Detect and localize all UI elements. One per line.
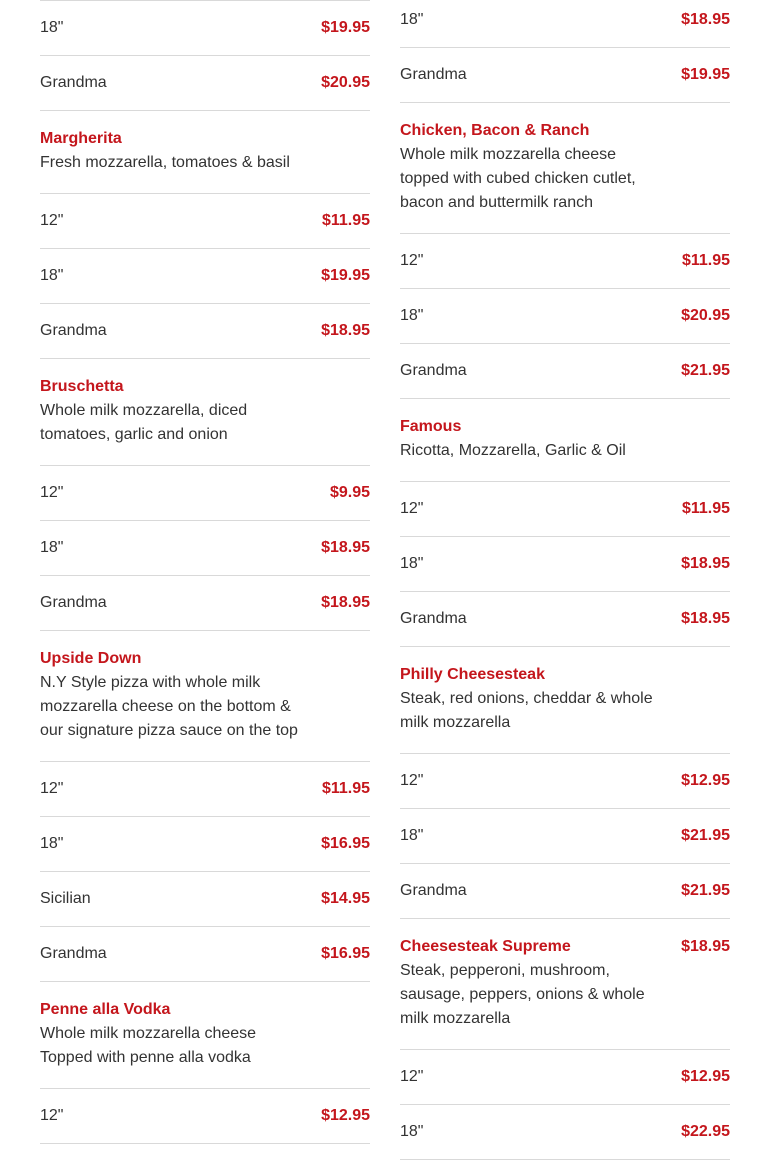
price-label: $19.95 xyxy=(681,66,730,83)
item-description: Fresh mozzarella, tomatoes & basil xyxy=(40,154,290,171)
item-title: Margherita xyxy=(40,130,122,147)
size-label: Grandma xyxy=(40,74,107,91)
item-title: Cheesesteak Supreme xyxy=(400,938,571,955)
price-label: $16.95 xyxy=(321,835,370,852)
size-label: 12" xyxy=(40,1107,64,1124)
menu-item-bruschetta[interactable] xyxy=(40,359,370,466)
price-row[interactable] xyxy=(40,817,370,872)
item-description: Ricotta, Mozzarella, Garlic & Oil xyxy=(400,442,626,459)
price-label: $12.95 xyxy=(681,1068,730,1085)
size-label: Grandma xyxy=(400,610,467,627)
price-row[interactable] xyxy=(400,344,730,399)
size-label: Grandma xyxy=(400,362,467,379)
price-row[interactable] xyxy=(400,537,730,592)
item-title: Famous xyxy=(400,418,462,435)
price-row[interactable] xyxy=(40,466,370,521)
item-description: Whole milk mozzarella, diced tomatoes, garlic and onion xyxy=(40,402,248,443)
price-row[interactable] xyxy=(40,762,370,817)
size-label: 12" xyxy=(40,780,64,797)
item-title: Bruschetta xyxy=(40,378,124,395)
item-description: Steak, red onions, cheddar & whole milk mozzarella xyxy=(400,690,653,731)
price-label: $20.95 xyxy=(681,307,730,324)
price-label: $12.95 xyxy=(321,1107,370,1124)
price-row[interactable] xyxy=(400,1050,730,1105)
size-label: Grandma xyxy=(400,882,467,899)
price-label: $18.95 xyxy=(681,555,730,572)
size-label: 12" xyxy=(400,772,424,789)
price-label: $11.95 xyxy=(681,252,730,269)
price-label: $18.95 xyxy=(321,594,370,611)
price-label: $22.95 xyxy=(681,1123,730,1140)
price-row[interactable] xyxy=(400,0,730,48)
size-label: 18" xyxy=(40,539,64,556)
price-row[interactable] xyxy=(40,249,370,304)
price-row[interactable] xyxy=(40,1089,370,1144)
item-description: Whole milk mozzarella cheese topped with cubed chicken cutlet, bacon and buttermilk ranch xyxy=(400,146,636,211)
menu-column-right xyxy=(400,0,730,1160)
price-row[interactable] xyxy=(40,56,370,111)
size-label: Grandma xyxy=(40,322,107,339)
size-label: 12" xyxy=(400,252,424,269)
size-label: Grandma xyxy=(400,66,467,83)
price-label: $16.95 xyxy=(321,945,370,962)
size-label: 12" xyxy=(400,500,424,517)
price-row[interactable] xyxy=(400,482,730,537)
price-label: $21.95 xyxy=(681,882,730,899)
size-label: 18" xyxy=(400,827,424,844)
size-label: 12" xyxy=(40,212,64,229)
size-label: Grandma xyxy=(40,945,107,962)
price-row[interactable] xyxy=(40,304,370,359)
price-row[interactable] xyxy=(400,289,730,344)
price-label: $18.95 xyxy=(321,322,370,339)
size-label: Sicilian xyxy=(40,890,91,907)
menu-item-margherita[interactable] xyxy=(40,111,370,194)
price-row[interactable] xyxy=(40,1,370,56)
size-label: 12" xyxy=(40,484,64,501)
menu-item-philly-cheesesteak[interactable] xyxy=(400,647,730,754)
item-title: Chicken, Bacon & Ranch xyxy=(400,122,590,139)
price-label: $21.95 xyxy=(681,362,730,379)
menu-item-penne-alla-vodka[interactable] xyxy=(40,982,370,1089)
price-label: $21.95 xyxy=(681,827,730,844)
price-row[interactable] xyxy=(40,872,370,927)
price-label: $19.95 xyxy=(321,19,370,36)
item-title: Philly Cheesesteak xyxy=(400,666,545,683)
price-row[interactable] xyxy=(40,927,370,982)
item-description: N.Y Style pizza with whole milk mozzarella cheese on the bottom & our signature pizza sauce on the top xyxy=(40,674,298,739)
item-title: Penne alla Vodka xyxy=(40,1001,171,1018)
price-label: $18.95 xyxy=(321,539,370,556)
price-row[interactable] xyxy=(40,521,370,576)
price-label: $12.95 xyxy=(681,772,730,789)
size-label: 12" xyxy=(400,1068,424,1085)
size-label: 18" xyxy=(400,555,424,572)
price-label: $18.95 xyxy=(681,610,730,627)
price-row[interactable] xyxy=(40,576,370,631)
price-label: $9.95 xyxy=(329,484,370,501)
size-label: 18" xyxy=(400,1123,424,1140)
size-label: Grandma xyxy=(40,594,107,611)
item-description: Steak, pepperoni, mushroom, sausage, peppers, onions & whole milk mozzarella xyxy=(400,962,645,1027)
item-description: Whole milk mozzarella cheese Topped with penne alla vodka xyxy=(40,1025,257,1066)
price-label: $11.95 xyxy=(681,500,730,517)
item-title: Upside Down xyxy=(40,650,142,667)
price-label: $11.95 xyxy=(321,212,370,229)
price-row[interactable] xyxy=(400,1105,730,1160)
price-row[interactable] xyxy=(400,809,730,864)
item-price: $18.95 xyxy=(681,938,730,955)
price-label: $20.95 xyxy=(321,74,370,91)
price-label: $11.95 xyxy=(321,780,370,797)
menu-item-upside-down[interactable] xyxy=(40,631,370,762)
menu-column-left xyxy=(40,0,370,1144)
menu-item-famous[interactable] xyxy=(400,399,730,482)
size-label: 18" xyxy=(40,835,64,852)
price-label: $18.95 xyxy=(681,11,730,28)
price-row[interactable] xyxy=(40,194,370,249)
price-row[interactable] xyxy=(400,48,730,103)
price-row[interactable] xyxy=(400,592,730,647)
size-label: 18" xyxy=(400,307,424,324)
price-row[interactable] xyxy=(400,864,730,919)
menu-item-cheesesteak-supreme[interactable] xyxy=(400,919,730,1050)
size-label: 18" xyxy=(400,11,424,28)
price-label: $14.95 xyxy=(321,890,370,907)
size-label: 18" xyxy=(40,267,64,284)
price-row[interactable] xyxy=(400,234,730,289)
size-label: 18" xyxy=(40,19,64,36)
price-row[interactable] xyxy=(400,754,730,809)
menu-item-chicken-bacon-ranch[interactable] xyxy=(400,103,730,234)
price-label: $19.95 xyxy=(321,267,370,284)
